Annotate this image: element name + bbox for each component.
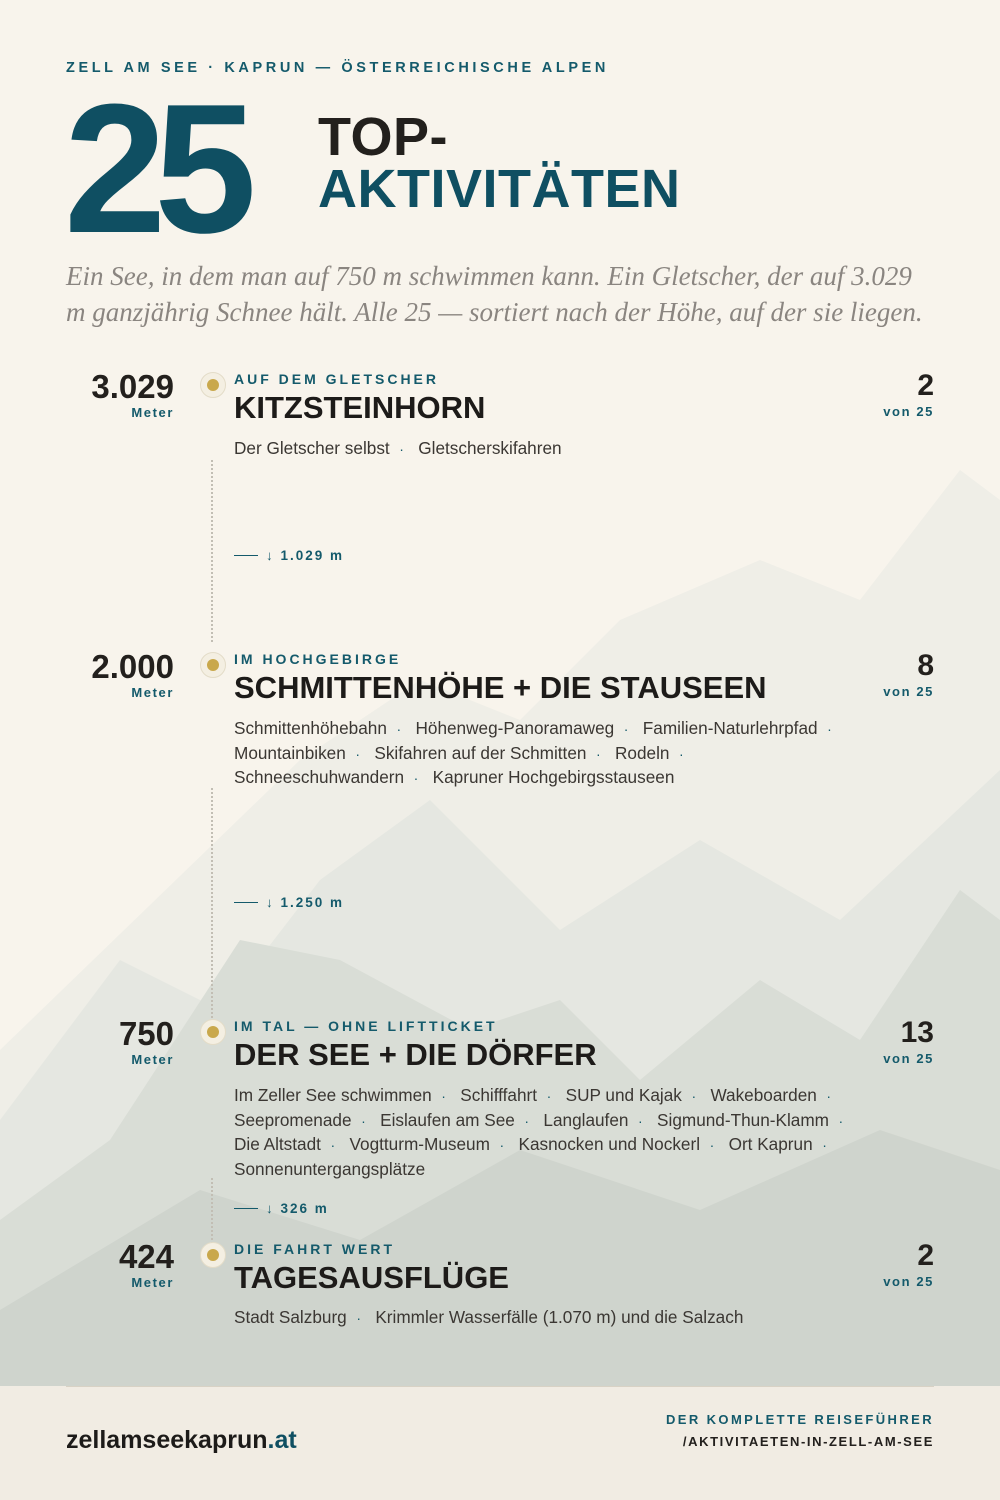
separator-dot-icon: · — [356, 1310, 361, 1326]
activity-list — [234, 1306, 854, 1331]
separator-dot-icon: · — [638, 1112, 643, 1129]
brand-tld: .at — [267, 1426, 297, 1454]
separator-dot-icon: · — [399, 441, 404, 457]
altitude-unit: Meter — [131, 405, 174, 420]
activity-item: Wakeboarden — [710, 1085, 817, 1105]
activity-item: Stadt Salzburg — [234, 1307, 347, 1327]
drop-dash — [234, 1208, 258, 1209]
section-kicker: DIE FAHRT WERT — [234, 1241, 395, 1257]
activity-item: Familien-Naturlehrpfad — [642, 718, 818, 738]
timeline-marker-icon — [200, 1242, 226, 1268]
section-title: SCHMITTENHÖHE + DIE STAUSEEN — [234, 670, 767, 705]
timeline-marker-icon — [200, 652, 226, 678]
activity-list — [234, 1084, 854, 1181]
altitude-unit: Meter — [131, 1275, 174, 1290]
activity-item: Kasnocken und Nockerl — [518, 1134, 701, 1154]
activity-item: Höhenweg-Panoramaweg — [415, 718, 615, 738]
activity-item: Langlaufen — [543, 1109, 629, 1130]
activity-count: 2 — [917, 369, 934, 402]
timeline-marker-icon — [200, 372, 226, 398]
altitude-drop: ↓ 1.250 m — [266, 895, 345, 910]
activity-item: Rodeln — [615, 742, 670, 763]
section-title: DER SEE + DIE DÖRFER — [234, 1037, 597, 1072]
separator-dot-icon: · — [355, 745, 361, 762]
section-kicker: IM TAL — OHNE LIFTTICKET — [234, 1018, 498, 1034]
activity-count-total: von 25 — [883, 404, 934, 419]
altitude-unit: Meter — [131, 685, 174, 700]
activity-item: Schmittenhöhebahn — [234, 718, 387, 738]
activity-count-total: von 25 — [883, 1274, 934, 1289]
separator-dot-icon: · — [826, 1088, 832, 1104]
timeline-connector — [211, 1178, 213, 1244]
separator-dot-icon: · — [330, 1137, 336, 1153]
altitude-drop: ↓ 1.029 m — [266, 548, 345, 563]
activity-item: Die Altstadt — [234, 1134, 321, 1154]
activity-item: Sigmund-Thun-Klamm — [657, 1109, 829, 1130]
activity-item: Mountainbiken — [234, 742, 346, 763]
guide-url-link[interactable]: /AKTIVITAETEN-IN-ZELL-AM-SEE — [682, 1434, 934, 1449]
hero-title-line-1: TOP- — [318, 107, 449, 167]
separator-dot-icon: · — [822, 1137, 827, 1153]
activity-item: Skifahren auf der Schmitten — [374, 742, 587, 763]
separator-dot-icon: · — [499, 1137, 505, 1153]
section-kicker: AUF DEM GLETSCHER — [234, 371, 439, 387]
altitude-drop: ↓ 326 m — [266, 1201, 329, 1216]
separator-dot-icon: · — [396, 721, 402, 737]
activity-count-total: von 25 — [883, 1051, 934, 1066]
hero-title-line-2: AKTIVITÄTEN — [318, 159, 681, 219]
separator-dot-icon: · — [838, 1112, 844, 1129]
activity-item: SUP und Kajak — [565, 1085, 682, 1105]
activity-item: Vogtturm-Museum — [349, 1134, 490, 1154]
altitude-value: 750 — [118, 1015, 174, 1052]
section-title: KITZSTEINHORN — [234, 390, 486, 425]
activity-item: Seepromenade — [234, 1109, 352, 1130]
footer-divider — [66, 1386, 934, 1387]
activity-item: Gletscherskifahren — [418, 438, 562, 458]
activity-count: 2 — [917, 1239, 934, 1272]
separator-dot-icon: · — [361, 1112, 366, 1129]
separator-dot-icon: · — [546, 1088, 552, 1104]
activity-item: Der Gletscher selbst — [234, 438, 390, 458]
activity-item: Im Zeller See schwimmen — [234, 1085, 432, 1105]
activity-item: Sonnenuntergangsplätze — [234, 1158, 426, 1179]
activity-list — [234, 437, 854, 462]
altitude-value: 3.029 — [91, 368, 174, 405]
intro-paragraph: Ein See, in dem man auf 750 m schwimmen kann. Ein Gletscher, der auf 3.029 m ganzjährig Schnee hält. Alle 25 — sortiert nach der Höhe, auf der sie liegen. — [66, 261, 923, 327]
hero-number: 25 — [64, 65, 245, 271]
activity-item: Ort Kaprun — [728, 1134, 813, 1154]
altitude-value: 424 — [118, 1238, 174, 1275]
activity-count: 13 — [900, 1016, 934, 1049]
activity-item: Schifffahrt — [460, 1085, 538, 1105]
separator-dot-icon: · — [709, 1137, 715, 1153]
activity-item: Krimmler Wasserfälle (1.070 m) und die Salzach — [375, 1307, 744, 1327]
separator-dot-icon: · — [827, 721, 832, 737]
separator-dot-icon: · — [623, 721, 629, 737]
activity-list — [234, 717, 854, 791]
activity-item: Schneeschuhwandern — [234, 767, 405, 787]
timeline-connector — [211, 788, 213, 1018]
activity-count-total: von 25 — [883, 684, 934, 699]
separator-dot-icon: · — [679, 745, 684, 762]
timeline-connector — [211, 460, 213, 642]
timeline-marker-icon — [200, 1019, 226, 1045]
separator-dot-icon: · — [596, 745, 601, 762]
separator-dot-icon: · — [691, 1088, 697, 1104]
brand-link[interactable] — [66, 1426, 297, 1455]
separator-dot-icon: · — [441, 1088, 446, 1104]
guide-label: DER KOMPLETTE REISEFÜHRER — [665, 1412, 934, 1427]
drop-dash — [234, 902, 258, 903]
altitude-value: 2.000 — [91, 648, 174, 685]
section-title: TAGESAUSFLÜGE — [234, 1260, 509, 1295]
brand-name: zellamseekaprun — [66, 1426, 268, 1454]
activity-count: 8 — [917, 649, 934, 682]
location-eyebrow: ZELL AM SEE · KAPRUN — ÖSTERREICHISCHE ALPEN — [66, 60, 609, 76]
drop-dash — [234, 555, 258, 556]
separator-dot-icon: · — [413, 770, 419, 786]
activity-item: Eislaufen am See — [380, 1109, 515, 1130]
altitude-unit: Meter — [131, 1052, 174, 1067]
activity-item: Kapruner Hochgebirgsstauseen — [432, 767, 675, 787]
section-kicker: IM HOCHGEBIRGE — [234, 651, 402, 667]
separator-dot-icon: · — [524, 1112, 530, 1129]
